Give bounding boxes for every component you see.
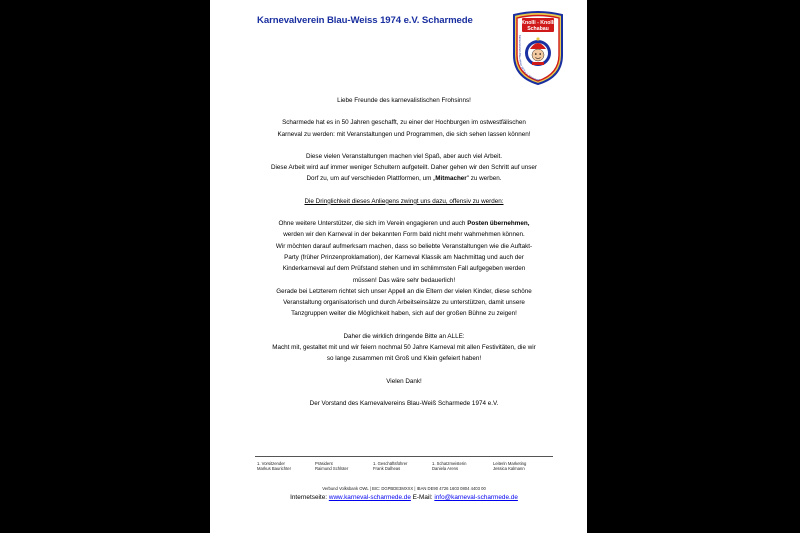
paragraph-line: Tanzgruppen weiter die Möglichkeit haben, sich auf der großen Bühne zu zeigen! bbox=[291, 310, 517, 318]
paragraph-line: Kinderkarneval auf dem Prüfstand stehen und im schlimmsten Fall aufgegeben werden bbox=[282, 265, 526, 273]
paragraph-line: so lange zusammen mit Groß und Klein gefeiert haben! bbox=[326, 355, 482, 363]
thanks: Vielen Dank! bbox=[386, 377, 422, 385]
bank-details: Verbund Volksbank OWL | BIC: DGPBDE3MXXX | IBAN DE90 4726 1603 0804 4403 00 bbox=[322, 486, 486, 491]
paragraph-line: Gerade bei Letzterem richtet sich unser Appell an die Eltern der vielen Kinder, diese schöne bbox=[276, 287, 532, 295]
urgency-heading: Die Dringlichkeit dieses Anliegens zwingt uns dazu, offensiv zu werden: bbox=[304, 197, 504, 205]
paragraph-line: Scharmede hat es in 50 Jahren geschafft, zu einer der Hochburgen im ostwestfälischen bbox=[282, 119, 526, 127]
officers-list bbox=[257, 461, 557, 475]
club-name: Karnevalverein Blau-Weiss 1974 e.V. Scharmede bbox=[257, 15, 473, 26]
signature: Der Vorstand des Karnevalvereins Blau-Weiß Scharmede 1974 e.V. bbox=[309, 399, 499, 407]
officer-entry: Präsident Raimund Schlüter bbox=[315, 461, 349, 472]
officer-entry: 1. Vorsitzender Markus Baurichter bbox=[257, 461, 291, 472]
officer-entry: 1. Geschäftsführer Frank Dalheas bbox=[373, 461, 408, 472]
paragraph-line: Veranstaltung organisatorisch und durch Arbeitseinsätze zu unterstützen, damit unsere bbox=[283, 299, 525, 307]
paragraph-line: müssen! Das wäre sehr bedauerlich! bbox=[352, 276, 456, 284]
greeting: Liebe Freunde des karnevalistischen Frohsinns! bbox=[337, 97, 471, 104]
paragraph-line: Dorf zu, um auf verschieden Plattformen, um „Mitmacher" zu werben. bbox=[306, 175, 502, 183]
paragraph-line: Daher die wirklich dringende Bitte an ALLE: bbox=[343, 332, 465, 340]
paragraph-line: Wir möchten darauf aufmerksam machen, dass so beliebte Veranstaltungen wie die Auftakt- bbox=[275, 242, 533, 250]
posten-highlight: Posten übernehmen, bbox=[467, 220, 530, 228]
paragraph-line: Ohne weitere Unterstützer, die sich im Verein engagieren und auch Posten übernehmen, bbox=[278, 220, 530, 228]
email-link[interactable]: info@karneval-scharmede.de bbox=[434, 494, 518, 501]
website-link[interactable]: www.karneval-scharmede.de bbox=[328, 494, 411, 501]
contact-line: Internetseite: www.karneval-scharmede.de E-Mail: info@karneval-scharmede.de bbox=[290, 494, 518, 501]
paragraph-line: Macht mit, gestaltet mit und wir feiern nochmal 50 Jahre Karneval mit allen Festivitäten, die wir bbox=[272, 344, 536, 352]
logo-text-top: Knolli - Knolli bbox=[521, 20, 555, 26]
paragraph-line: Karneval zu werden: mit Veranstaltungen und Programmen, die sich sehen lassen können! bbox=[277, 130, 531, 138]
letter-page bbox=[210, 0, 587, 533]
paragraph-line: Party (früher Prinzenproklamation), der Karneval Klassik am Nachmittag und auch der bbox=[284, 253, 524, 261]
officer-entry: 1. Schatzmeisterin Daniela Arens bbox=[432, 461, 467, 472]
footer-divider bbox=[255, 456, 553, 457]
club-logo bbox=[510, 9, 566, 85]
letter-body bbox=[240, 95, 568, 409]
paragraph-line: werden wir den Karneval in der bekannten Form bald nicht mehr wahrnehmen können. bbox=[283, 231, 525, 239]
logo-text-bottom: Schabau bbox=[527, 26, 549, 32]
mitmacher-highlight: Mitmacher bbox=[435, 175, 467, 183]
paragraph-line: Diese vielen Veranstaltungen machen viel Spaß, aber auch viel Arbeit. bbox=[305, 152, 503, 160]
paragraph-line: Diese Arbeit wird auf immer weniger Schultern aufgeteilt. Daher gehen wir den Schritt auf unser bbox=[270, 164, 537, 172]
logo-ring-text: Karnevalverein Blau-Weiss 1974 e.V. Scharmede bbox=[517, 35, 541, 83]
officer-entry: Leiterin Marketing Jessica Kalmann bbox=[493, 461, 527, 472]
